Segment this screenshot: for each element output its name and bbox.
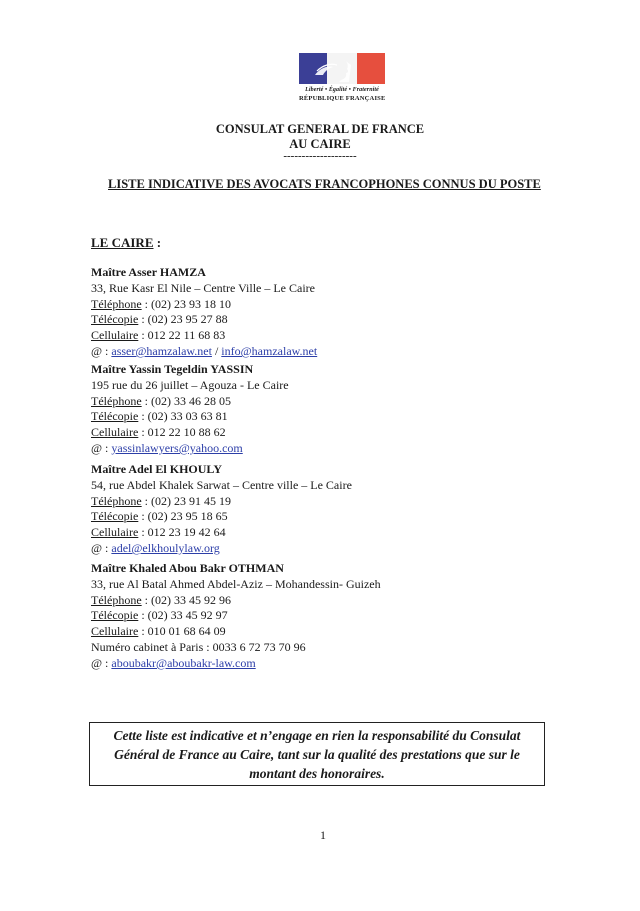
document-title: LISTE INDICATIVE DES AVOCATS FRANCOPHONES CONNUS DU POSTE xyxy=(108,177,541,191)
phone-line xyxy=(91,394,289,410)
cell-value: : 012 22 11 68 83 xyxy=(138,328,226,343)
email-prefix: @ : xyxy=(91,343,112,358)
fax-label: Télécopie xyxy=(91,509,139,524)
cell-line xyxy=(91,425,289,441)
email-link-secondary[interactable]: info@hamzalaw.net xyxy=(221,343,318,358)
flag-emblem xyxy=(299,53,385,84)
phone-line xyxy=(91,494,352,510)
fax-line xyxy=(91,312,317,328)
fax-value: : (02) 23 95 18 65 xyxy=(138,509,228,524)
email-line xyxy=(91,656,381,672)
email-line xyxy=(91,541,352,557)
page-number: 1 xyxy=(320,828,326,842)
section-heading xyxy=(91,235,161,251)
paris-office-line: Numéro cabinet à Paris : 0033 6 72 73 70 96 xyxy=(91,639,306,654)
lawyer-name: Maître Adel El KHOULY xyxy=(91,462,223,476)
disclaimer-text: Cette liste est indicative et n’engage en rien la responsabilité du Consulat Général de France au Caire, tant sur la qualité des prestations que sur le montant des honoraires. xyxy=(113,727,521,781)
section-suffix: : xyxy=(153,235,162,250)
phone-label: Téléphone xyxy=(91,393,142,408)
section-label: LE CAIRE xyxy=(91,235,154,250)
phone-line xyxy=(91,297,317,313)
header-separator: -------------------- xyxy=(283,150,357,162)
lawyer-address: 195 rue du 26 juillet – Agouza - Le Caire xyxy=(91,377,289,392)
lawyer-entry xyxy=(91,561,381,672)
email-prefix: @ : xyxy=(91,540,112,555)
lawyer-name: Maître Khaled Abou Bakr OTHMAN xyxy=(91,561,284,575)
header-city: AU CAIRE xyxy=(289,137,351,151)
marianne-logo xyxy=(299,53,385,109)
cell-line xyxy=(91,328,317,344)
phone-value: : (02) 23 91 45 19 xyxy=(141,493,231,508)
lawyer-address: 33, rue Al Batal Ahmed Abdel-Aziz – Mohandessin- Guizeh xyxy=(91,576,381,591)
email-prefix: @ : xyxy=(91,440,112,455)
lawyer-entry xyxy=(91,462,352,557)
fax-line xyxy=(91,509,352,525)
lawyer-name: Maître Asser HAMZA xyxy=(91,265,206,279)
email-prefix: @ : xyxy=(91,655,112,670)
fax-value: : (02) 23 95 27 88 xyxy=(138,312,228,327)
phone-value: : (02) 33 46 28 05 xyxy=(141,393,231,408)
fax-label: Télécopie xyxy=(91,409,139,424)
header-consulate: CONSULAT GENERAL DE FRANCE xyxy=(215,122,425,136)
phone-label: Téléphone xyxy=(91,296,142,311)
lawyer-address: 33, Rue Kasr El Nile – Centre Ville – Le Caire xyxy=(91,280,315,295)
disclaimer-box xyxy=(89,722,545,786)
fax-label: Télécopie xyxy=(91,608,139,623)
lawyer-name: Maître Yassin Tegeldin YASSIN xyxy=(91,362,254,376)
cell-line xyxy=(91,525,352,541)
cell-label: Cellulaire xyxy=(91,624,139,639)
lawyer-entry xyxy=(91,362,289,457)
fax-value: : (02) 33 03 63 81 xyxy=(138,409,228,424)
phone-label: Téléphone xyxy=(91,493,142,508)
email-separator: / xyxy=(211,343,222,358)
lawyer-address: 54, rue Abdel Khalek Sarwat – Centre ville – Le Caire xyxy=(91,477,352,492)
cell-label: Cellulaire xyxy=(91,425,139,440)
email-link[interactable]: asser@hamzalaw.net xyxy=(111,343,212,358)
fax-line xyxy=(91,409,289,425)
email-link[interactable]: yassinlawyers@yahoo.com xyxy=(111,440,243,455)
cell-line xyxy=(91,624,381,640)
phone-label: Téléphone xyxy=(91,592,142,607)
email-line xyxy=(91,344,317,360)
fax-line xyxy=(91,608,381,624)
email-link[interactable]: aboubakr@aboubakr-law.com xyxy=(111,655,256,670)
cell-value: : 012 23 19 42 64 xyxy=(138,525,226,540)
phone-value: : (02) 23 93 18 10 xyxy=(141,296,231,311)
phone-value: : (02) 33 45 92 96 xyxy=(141,592,231,607)
fax-value: : (02) 33 45 92 97 xyxy=(138,608,228,623)
logo-republic-name: RÉPUBLIQUE FRANÇAISE xyxy=(299,95,386,102)
phone-line xyxy=(91,593,381,609)
cell-label: Cellulaire xyxy=(91,328,139,343)
email-link[interactable]: adel@elkhoulylaw.org xyxy=(111,540,220,555)
email-line xyxy=(91,441,289,457)
fax-label: Télécopie xyxy=(91,312,139,327)
cell-value: : 012 22 10 88 62 xyxy=(138,425,226,440)
marianne-profile-icon xyxy=(309,55,371,83)
logo-motto: Liberté • Égalité • Fraternité xyxy=(305,87,379,93)
cell-value: : 010 01 68 64 09 xyxy=(138,624,226,639)
lawyer-entry xyxy=(91,265,317,360)
cell-label: Cellulaire xyxy=(91,525,139,540)
